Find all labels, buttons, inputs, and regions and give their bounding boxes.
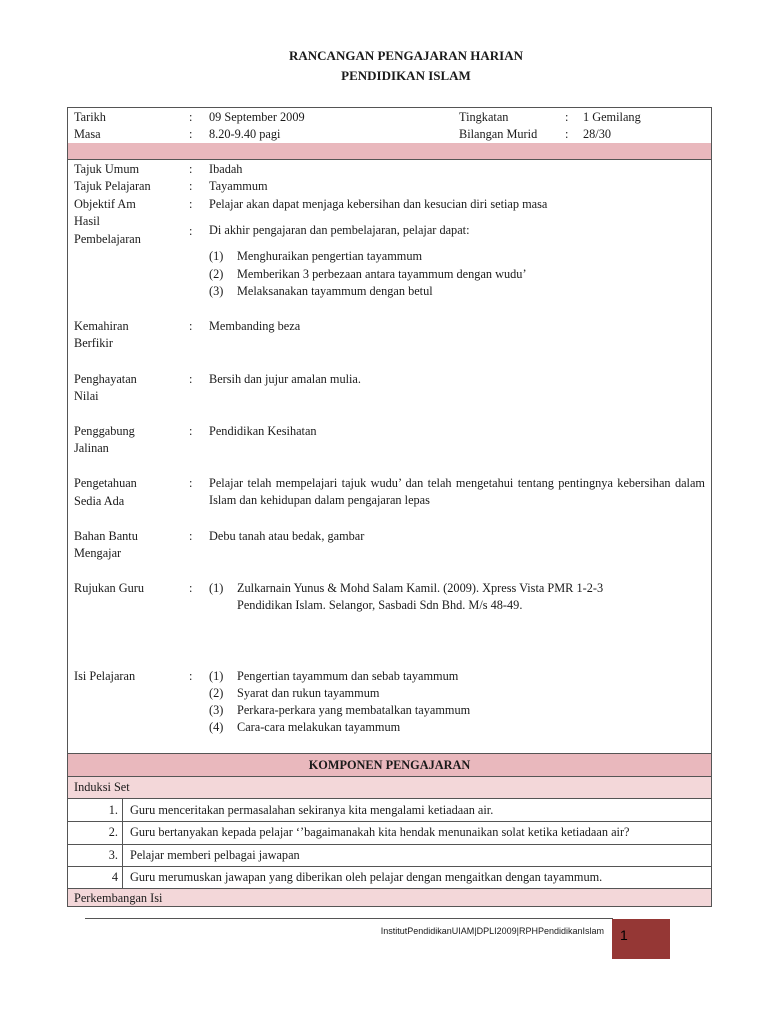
hasil-item-num: (1) [209, 249, 224, 263]
divider [68, 821, 711, 822]
tingkatan-label: Tingkatan [459, 110, 509, 124]
separator: : [189, 669, 193, 683]
tajuk-umum-value: Ibadah [209, 162, 243, 176]
bilangan-label: Bilangan Murid [459, 127, 538, 141]
bahan-value: Debu tanah atau bedak, gambar [209, 529, 365, 543]
step-num: 3. [108, 848, 118, 862]
footer-text: InstitutPendidikanUIAM|DPLI2009|RPHPendidikanIslam [380, 926, 604, 936]
hasil-intro: Di akhir pengajaran dan pembelajaran, pelajar dapat: [209, 223, 470, 237]
bahan-label: Bahan Bantu [74, 529, 138, 543]
kemahiran-label: Kemahiran [74, 319, 129, 333]
page-number: 1 [612, 919, 670, 959]
isi-item-text: Pengertian tayammum dan sebab tayammum [237, 669, 459, 683]
isi-label: Isi Pelajaran [74, 669, 136, 683]
step-text: Guru menceritakan permasalahan sekiranya kita mengalami ketiadaan air. [130, 803, 494, 817]
masa-value: 8.20-9.40 pagi [209, 127, 281, 141]
separator: : [189, 179, 193, 193]
separator: : [565, 127, 569, 141]
separator: : [189, 162, 193, 176]
rujukan-num: (1) [209, 581, 224, 595]
header-divider-bar [68, 143, 711, 159]
masa-label: Masa [74, 127, 101, 141]
document-title: RANCANGAN PENGAJARAN HARIAN [289, 48, 523, 63]
isi-item-num: (4) [209, 720, 224, 734]
tajuk-pelajaran-label: Tajuk Pelajaran [74, 179, 151, 193]
kemahiran-label: Berfikir [74, 336, 113, 350]
separator: : [189, 110, 193, 124]
induksi-label: Induksi Set [74, 780, 130, 794]
separator: : [189, 127, 193, 141]
hasil-item-num: (2) [209, 267, 224, 281]
komponen-heading: KOMPONEN PENGAJARAN [68, 754, 711, 776]
penggabung-value: Pendidikan Kesihatan [209, 424, 317, 438]
tarikh-label: Tarikh [74, 110, 106, 124]
separator: : [565, 110, 569, 124]
hasil-label: Pembelajaran [74, 232, 141, 246]
document-subtitle: PENDIDIKAN ISLAM [341, 68, 471, 83]
bilangan-value: 28/30 [583, 127, 612, 141]
separator: : [189, 372, 193, 386]
divider [68, 844, 711, 845]
separator: : [189, 197, 193, 211]
objektif-label: Objektif Am [74, 197, 136, 211]
separator: : [189, 424, 193, 438]
pengetahuan-label: Sedia Ada [74, 494, 125, 508]
bahan-label: Mengajar [74, 546, 122, 560]
tarikh-value: 09 September 2009 [209, 110, 305, 124]
divider [68, 159, 711, 160]
isi-item-text: Perkara-perkara yang membatalkan tayammum [237, 703, 471, 717]
hasil-item-text: Memberikan 3 perbezaan antara tayammum dengan wudu’ [237, 267, 527, 281]
isi-item-text: Syarat dan rukun tayammum [237, 686, 380, 700]
penghayatan-label: Penghayatan [74, 372, 137, 386]
step-num: 2. [108, 825, 118, 839]
isi-item-text: Cara-cara melakukan tayammum [237, 720, 401, 734]
step-num: 4 [111, 870, 118, 884]
pengetahuan-label: Pengetahuan [74, 476, 137, 490]
step-text: Guru merumuskan jawapan yang diberikan oleh pelajar dengan mengaitkan dengan tayammum. [130, 870, 603, 884]
hasil-item-num: (3) [209, 284, 224, 298]
footer-rule [85, 918, 613, 919]
pengetahuan-value: Pelajar telah mempelajari tajuk wudu’ dan telah mengetahui tentang pentingnya kebersihan dalam Islam dan kehidupan dalam pengajaran lepas [209, 476, 705, 507]
perkembangan-row [68, 889, 711, 906]
rujukan-label: Rujukan Guru [74, 581, 145, 595]
tingkatan-value: 1 Gemilang [583, 110, 641, 124]
step-text: Pelajar memberi pelbagai jawapan [130, 848, 300, 862]
separator: : [189, 529, 193, 543]
step-text: Guru bertanyakan kepada pelajar ‘’bagaimanakah kita hendak menunaikan solat ketika ketiadaan air? [130, 825, 630, 839]
tajuk-umum-label: Tajuk Umum [74, 162, 140, 176]
tajuk-pelajaran-value: Tayammum [209, 179, 268, 193]
hasil-item-text: Menghuraikan pengertian tayammum [237, 249, 423, 263]
isi-item-num: (3) [209, 703, 224, 717]
divider [68, 866, 711, 867]
divider [68, 798, 711, 799]
separator: : [189, 476, 193, 490]
separator: : [189, 319, 193, 333]
isi-item-num: (2) [209, 686, 224, 700]
rujukan-text: Pendidikan Islam. Selangor, Sasbadi Sdn Bhd. M/s 48-49. [237, 598, 523, 612]
hasil-item-text: Melaksanakan tayammum dengan betul [237, 284, 433, 298]
induksi-row [68, 777, 711, 798]
perkembangan-label: Perkembangan Isi [74, 891, 163, 905]
kemahiran-value: Membanding beza [209, 319, 301, 333]
penghayatan-value: Bersih dan jujur amalan mulia. [209, 372, 361, 386]
hasil-label: Hasil [74, 214, 100, 228]
rujukan-text: Zulkarnain Yunus & Mohd Salam Kamil. (2009). Xpress Vista PMR 1-2-3 [237, 581, 604, 595]
penggabung-label: Jalinan [74, 441, 109, 455]
penggabung-label: Penggabung [74, 424, 135, 438]
separator: : [189, 224, 193, 238]
isi-item-num: (1) [209, 669, 224, 683]
penghayatan-label: Nilai [74, 389, 99, 403]
column-divider [122, 798, 123, 888]
step-num: 1. [108, 803, 118, 817]
separator: : [189, 581, 193, 595]
objektif-value: Pelajar akan dapat menjaga kebersihan dan kesucian diri setiap masa [209, 197, 548, 211]
